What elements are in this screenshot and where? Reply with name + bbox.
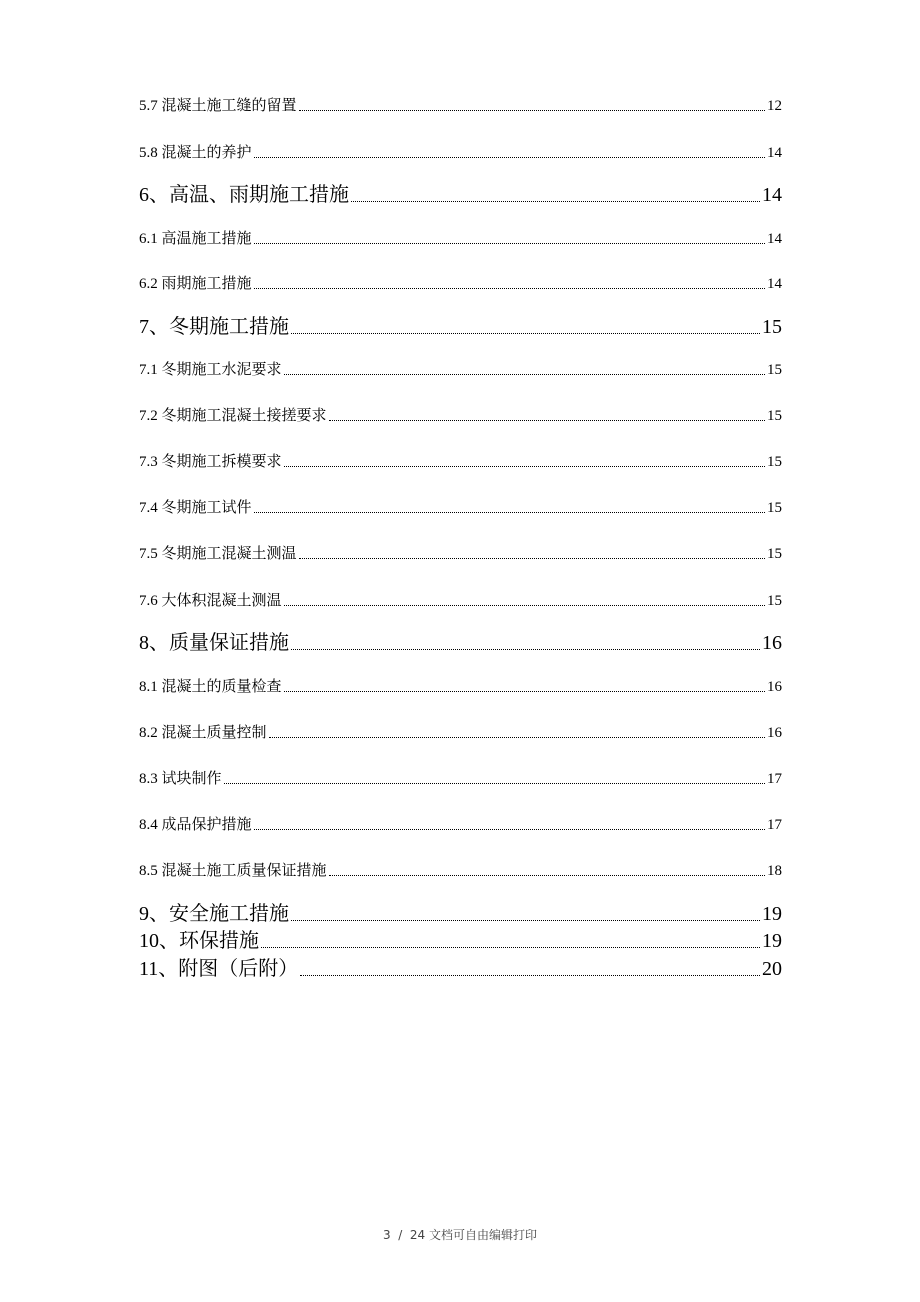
toc-entry-page: 15	[767, 500, 782, 516]
toc-entry-label: 10、环保措施	[139, 930, 259, 952]
toc-entry-label: 11、附图（后附）	[139, 958, 299, 980]
toc-entry-page: 18	[767, 863, 782, 879]
toc-entry-label: 8.4 成品保护措施	[139, 817, 252, 833]
toc-chapter-entry[interactable]	[139, 626, 782, 655]
toc-dot-leader	[224, 783, 765, 784]
toc-entry-page: 14	[767, 231, 782, 247]
toc-chapter-entry[interactable]	[139, 178, 782, 207]
toc-entry-label: 8.3 试块制作	[139, 771, 222, 787]
toc-dot-leader	[329, 875, 765, 876]
toc-dot-leader	[284, 374, 765, 375]
toc-entry-page: 15	[762, 316, 782, 338]
toc-entry[interactable]	[139, 496, 782, 517]
toc-dot-leader	[254, 512, 765, 513]
toc-dot-leader	[254, 288, 765, 289]
toc-chapter-entry[interactable]	[139, 924, 782, 953]
toc-entry[interactable]	[139, 404, 782, 425]
toc-entry[interactable]	[139, 358, 782, 379]
toc-entry[interactable]	[139, 141, 782, 162]
toc-entry-label: 5.8 混凝土的养护	[139, 145, 252, 161]
page-number-total: 24	[409, 1228, 426, 1242]
toc-dot-leader	[300, 975, 760, 976]
toc-chapter-entry[interactable]	[139, 897, 782, 926]
toc-dot-leader	[284, 605, 765, 606]
toc-entry-page: 16	[762, 632, 782, 654]
toc-entry-label: 8、质量保证措施	[139, 632, 289, 654]
toc-entry-page: 15	[767, 593, 782, 609]
toc-dot-leader	[254, 157, 765, 158]
toc-entry-page: 15	[767, 454, 782, 470]
toc-entry-label: 9、安全施工措施	[139, 903, 289, 925]
toc-dot-leader	[254, 829, 765, 830]
toc-entry-label: 8.1 混凝土的质量检查	[139, 679, 282, 695]
toc-entry-label: 7、冬期施工措施	[139, 316, 289, 338]
toc-entry-page: 15	[767, 546, 782, 562]
toc-dot-leader	[291, 333, 760, 334]
toc-dot-leader	[261, 947, 760, 948]
toc-entry-page: 17	[767, 771, 782, 787]
toc-entry[interactable]	[139, 767, 782, 788]
toc-entry-label: 7.5 冬期施工混凝土测温	[139, 546, 297, 562]
toc-entry-page: 14	[767, 276, 782, 292]
toc-dot-leader	[291, 649, 760, 650]
toc-entry-page: 17	[767, 817, 782, 833]
toc-entry-page: 16	[767, 725, 782, 741]
toc-chapter-entry[interactable]	[139, 310, 782, 339]
toc-entry-label: 6、高温、雨期施工措施	[139, 184, 349, 206]
toc-chapter-entry[interactable]	[139, 952, 782, 981]
toc-entry-page: 14	[762, 184, 782, 206]
toc-entry-page: 16	[767, 679, 782, 695]
toc-entry-label: 7.6 大体积混凝土测温	[139, 593, 282, 609]
toc-entry[interactable]	[139, 272, 782, 293]
toc-dot-leader	[299, 558, 765, 559]
toc-dot-leader	[254, 243, 765, 244]
toc-entry-page: 14	[767, 145, 782, 161]
toc-entry-label: 7.4 冬期施工试件	[139, 500, 252, 516]
toc-entry-label: 6.2 雨期施工措施	[139, 276, 252, 292]
toc-entry-page: 20	[762, 958, 782, 980]
toc-entry-page: 15	[767, 408, 782, 424]
toc-entry-label: 7.1 冬期施工水泥要求	[139, 362, 282, 378]
toc-entry-label: 7.2 冬期施工混凝土接搓要求	[139, 408, 327, 424]
toc-entry-page: 19	[762, 903, 782, 925]
footer-note: 文档可自由编辑打印	[429, 1228, 538, 1242]
toc-dot-leader	[269, 737, 765, 738]
page-number-separator: /	[394, 1228, 407, 1242]
toc-entry-label: 8.5 混凝土施工质量保证措施	[139, 863, 327, 879]
toc-dot-leader	[284, 691, 765, 692]
toc-entry[interactable]	[139, 721, 782, 742]
toc-entry[interactable]	[139, 589, 782, 610]
toc-entry-page: 19	[762, 930, 782, 952]
toc-dot-leader	[284, 466, 765, 467]
toc-entry[interactable]	[139, 813, 782, 834]
toc-entry-label: 8.2 混凝土质量控制	[139, 725, 267, 741]
toc-entry-label: 7.3 冬期施工拆模要求	[139, 454, 282, 470]
page-number-current: 3	[382, 1228, 391, 1242]
toc-entry[interactable]	[139, 227, 782, 248]
toc-dot-leader	[351, 201, 760, 202]
toc-entry[interactable]	[139, 450, 782, 471]
toc-dot-leader	[299, 110, 765, 111]
toc-dot-leader	[329, 420, 765, 421]
toc-entry[interactable]	[139, 94, 782, 115]
toc-entry[interactable]	[139, 859, 782, 880]
toc-entry-label: 5.7 混凝土施工缝的留置	[139, 98, 297, 114]
page-footer	[0, 1226, 920, 1243]
toc-entry-page: 12	[767, 98, 782, 114]
toc-entry-label: 6.1 高温施工措施	[139, 231, 252, 247]
toc-entry-page: 15	[767, 362, 782, 378]
toc-entry[interactable]	[139, 675, 782, 696]
toc-entry[interactable]	[139, 542, 782, 563]
toc-dot-leader	[291, 920, 760, 921]
